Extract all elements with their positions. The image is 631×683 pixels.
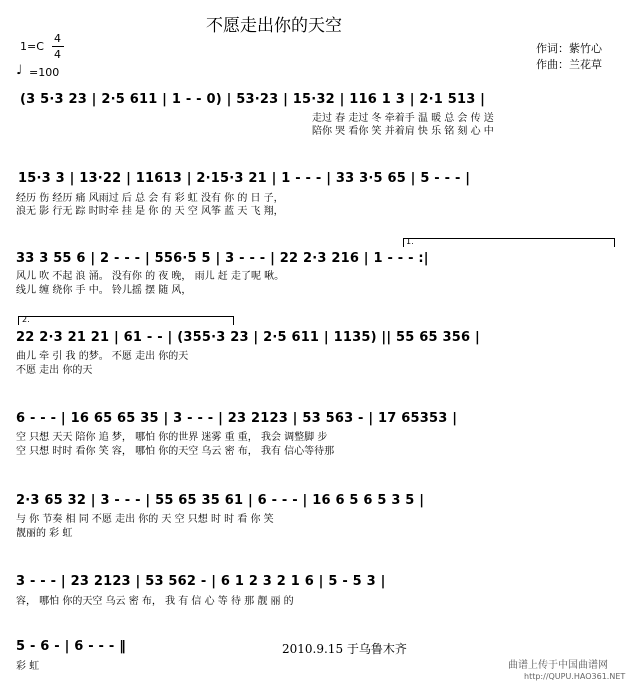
- notation-row-8: 5 - 6 - | 6 - - - ‖: [16, 639, 126, 654]
- volta-1-label: 1.: [406, 237, 414, 246]
- lyric-line-4b: 不愿 走出 你的天: [16, 365, 93, 376]
- watermark-url: http://QUPU.HAO361.NET: [524, 672, 626, 681]
- lyric-line-5b: 空 只想 时时 看你 笑 容， 哪怕 你的天空 乌云 密 布， 我有 信心等待那: [16, 446, 335, 457]
- lyric-line-3a: 风儿 吹 不起 浪 涌。 没有你 的 夜 晚， 雨儿 赶 走了呢 啾。: [16, 271, 285, 282]
- volta-1-bracket: [403, 238, 615, 247]
- notation-row-5: 6 - - - | 16 65 65 35 | 3 - - - | 23 2123 | 53 563 - | 17 65353 |: [16, 411, 458, 426]
- lyric-line-5a: 空 只想 天天 陪你 追 梦， 哪怕 你的世界 迷雾 重 重， 我会 调整脚 步: [16, 432, 328, 443]
- lyric-line-1a: 走过 春 走过 冬 牵着手 温 暖 总 会 传 送: [312, 113, 494, 124]
- lyric-line-3b: 线儿 缠 绕你 手 中。 铃儿摇 摆 随 风，: [16, 285, 192, 296]
- notation-row-6: 2·3 65 32 | 3 - - - | 55 65 35 61 | 6 - - - | 16 6 5 6 5 3 5 |: [16, 493, 425, 508]
- lyric-line-8a: 彩 虹: [16, 661, 40, 672]
- lyricist-credit: 作词：紫竹心: [536, 42, 602, 55]
- notation-row-1: (3 5·3 23 | 2·5 611 | 1 - - 0) | 53·23 | 15·32 | 116 1 3 | 2·1 513 |: [20, 92, 486, 107]
- lyric-line-2a: 经历 伤 经历 痛 风雨过 后 总 会 有 彩 虹 没有 你 的 日 子，: [16, 193, 284, 204]
- key-signature: 1=C: [20, 40, 44, 53]
- notation-row-3: 33 3 55 6 | 2 - - - | 556·5 5 | 3 - - - | 22 2·3 216 | 1 - - - :|: [16, 251, 429, 266]
- time-signature-bottom: 4: [54, 48, 61, 61]
- composer-credit: 作曲：兰花草: [536, 58, 602, 71]
- notation-row-2: 15·3 3 | 13·22 | 11613 | 2·15·3 21 | 1 - - - | 33 3·5 65 | 5 - - - |: [18, 171, 471, 186]
- quarter-note-icon: ♩: [16, 63, 23, 78]
- tempo-marking: =100: [29, 66, 60, 79]
- lyric-line-1b: 陪你 哭 看你 笑 并着肩 快 乐 铭 刻 心 中: [312, 126, 494, 137]
- lyric-line-7a: 容， 哪怕 你的天空 乌云 密 布， 我 有 信 心 等 待 那 靓 丽 的: [16, 596, 294, 607]
- lyric-line-6b: 靓丽的 彩 虹: [16, 528, 73, 539]
- composition-date: 2010.9.15 于乌鲁木齐: [282, 642, 407, 656]
- volta-2-label: 2.: [22, 315, 30, 324]
- lyric-line-2b: 浪无 影 行无 踪 时时牵 挂 是 你 的 天 空 风筝 蓝 天 飞 翔，: [16, 206, 284, 217]
- time-signature-line: [52, 46, 64, 47]
- lyric-line-4a: 曲儿 牵 引 我 的梦。 不愿 走出 你的天: [16, 351, 189, 362]
- lyric-line-6a: 与 你 节奏 相 同 不愿 走出 你的 天 空 只想 时 时 看 你 笑: [16, 514, 274, 525]
- notation-row-4: 22 2·3 21 21 | 61 - - | (355·3 23 | 2·5 611 | 1135) || 55 65 356 |: [16, 330, 480, 345]
- volta-2-bracket: [18, 316, 234, 325]
- time-signature-top: 4: [54, 32, 61, 45]
- watermark-text: 曲谱上传于中国曲谱网: [508, 660, 608, 671]
- song-title: 不愿走出你的天空: [206, 16, 342, 36]
- notation-row-7: 3 - - - | 23 2123 | 53 562 - | 6 1 2 3 2 1 6 | 5 - 5 3 |: [16, 574, 386, 589]
